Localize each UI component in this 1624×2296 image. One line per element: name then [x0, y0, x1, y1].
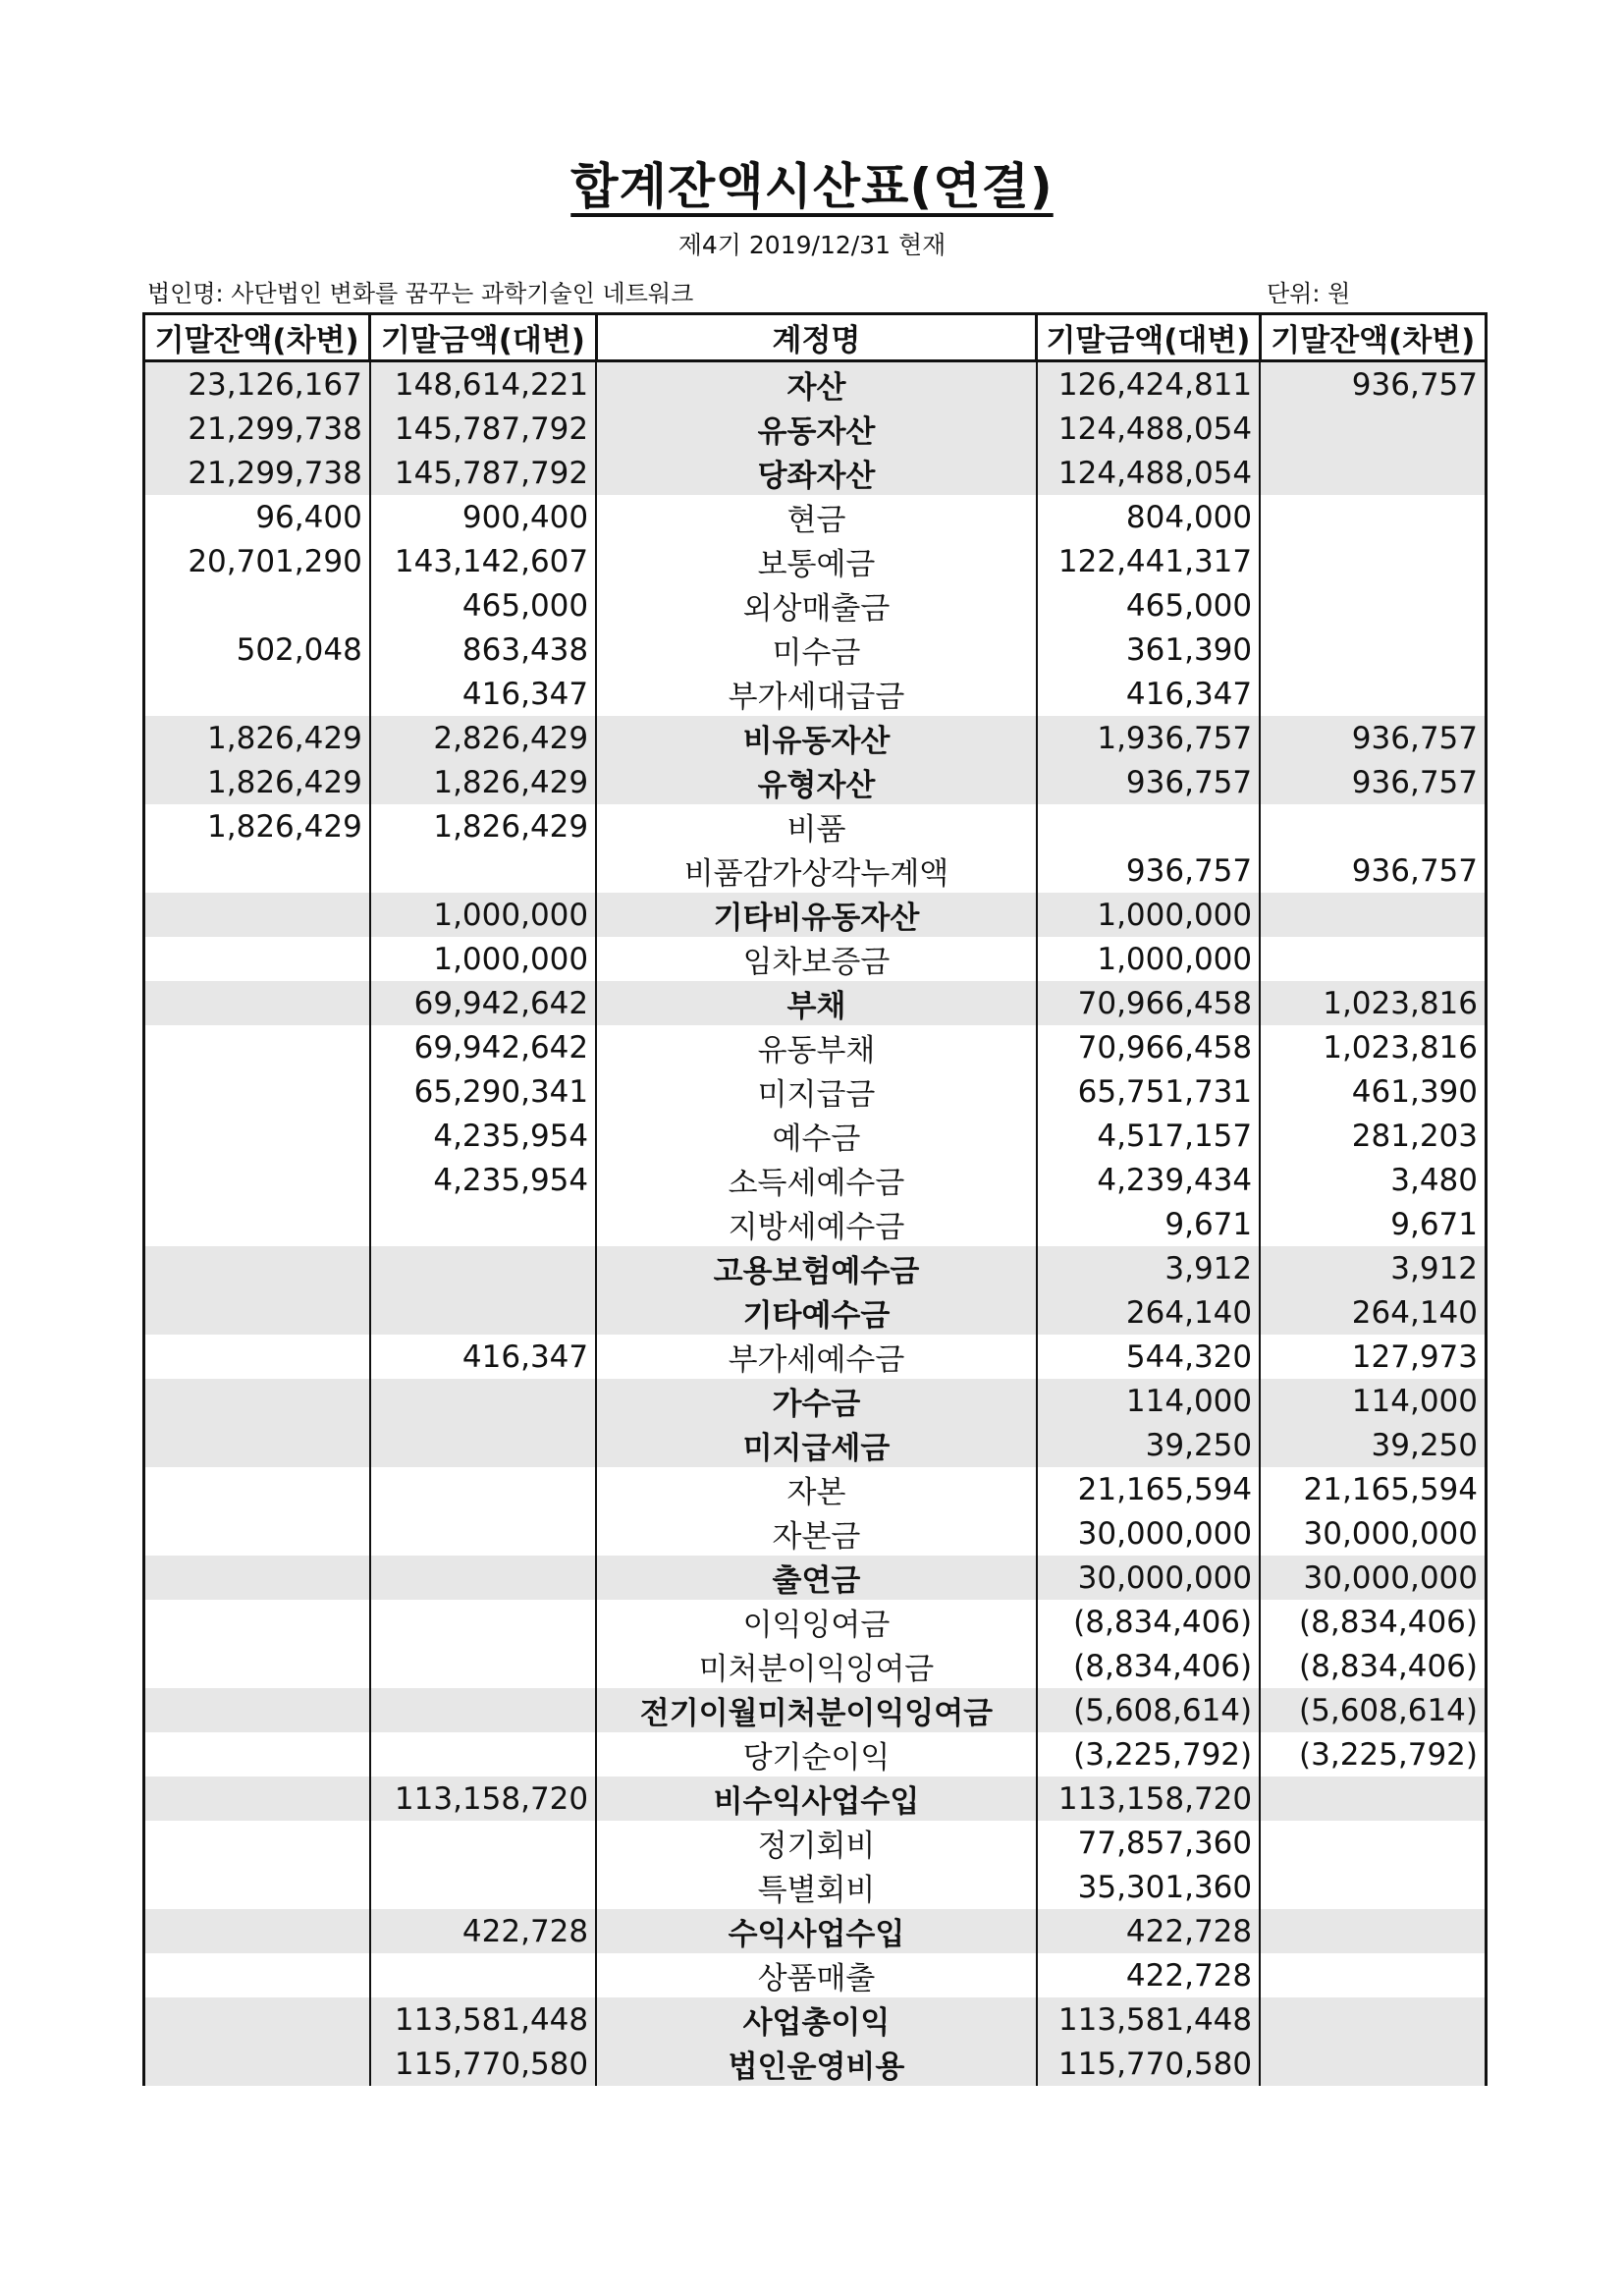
page-title: 합계잔액시산표(연결): [570, 158, 1054, 215]
cell-ending-amount-credit: 69,942,642: [370, 981, 596, 1025]
cell-account-name: 고용보험예수금: [596, 1246, 1037, 1290]
table-row: [144, 1688, 1487, 1732]
table-row: [144, 672, 1487, 716]
cell-ending-balance-debit-2: 127,973: [1260, 1335, 1486, 1379]
cell-ending-balance-debit: [144, 1600, 370, 1644]
table-row: [144, 1821, 1487, 1865]
cell-ending-balance-debit: [144, 1644, 370, 1688]
table-row: [144, 1865, 1487, 1909]
cell-ending-amount-credit-2: 35,301,360: [1037, 1865, 1260, 1909]
cell-ending-balance-debit-2: [1260, 672, 1486, 716]
cell-ending-amount-credit: [370, 1423, 596, 1467]
cell-account-name: 기타비유동자산: [596, 893, 1037, 937]
cell-account-name: 상품매출: [596, 1953, 1037, 1997]
cell-ending-balance-debit: [144, 1953, 370, 1997]
table-row: [144, 1467, 1487, 1511]
cell-ending-balance-debit-2: 9,671: [1260, 1202, 1486, 1246]
cell-ending-balance-debit: [144, 1556, 370, 1600]
cell-ending-balance-debit: [144, 1379, 370, 1423]
cell-account-name: 부채: [596, 981, 1037, 1025]
cell-ending-balance-debit: [144, 1732, 370, 1777]
table-row: [144, 628, 1487, 672]
cell-ending-balance-debit-2: [1260, 495, 1486, 539]
cell-ending-amount-credit: 113,581,448: [370, 1997, 596, 2042]
table-row: [144, 1069, 1487, 1114]
cell-account-name: 지방세예수금: [596, 1202, 1037, 1246]
table-row: [144, 583, 1487, 628]
cell-account-name: 자본: [596, 1467, 1037, 1511]
cell-account-name: 전기이월미처분이익잉여금: [596, 1688, 1037, 1732]
cell-ending-balance-debit-2: [1260, 937, 1486, 981]
table-header-row: [144, 314, 1487, 361]
cell-account-name: 자본금: [596, 1511, 1037, 1556]
cell-account-name: 외상매출금: [596, 583, 1037, 628]
table-row: [144, 1335, 1487, 1379]
cell-ending-amount-credit: 863,438: [370, 628, 596, 672]
cell-ending-balance-debit-2: [1260, 1821, 1486, 1865]
cell-ending-amount-credit-2: 936,757: [1037, 760, 1260, 804]
cell-account-name: 유동부채: [596, 1025, 1037, 1069]
cell-account-name: 자산: [596, 361, 1037, 408]
table-row: [144, 1290, 1487, 1335]
cell-ending-amount-credit-2: 422,728: [1037, 1909, 1260, 1953]
cell-ending-amount-credit: [370, 1511, 596, 1556]
cell-ending-amount-credit: [370, 1556, 596, 1600]
cell-ending-balance-debit-2: [1260, 539, 1486, 583]
unit-label: 단위: 원: [1267, 280, 1351, 307]
cell-ending-balance-debit-2: 461,390: [1260, 1069, 1486, 1114]
cell-ending-balance-debit: 20,701,290: [144, 539, 370, 583]
cell-ending-amount-credit: 422,728: [370, 1909, 596, 1953]
header-ending-amount-credit: 기말금액(대변): [370, 314, 596, 361]
cell-account-name: 비품: [596, 804, 1037, 848]
cell-ending-amount-credit: 148,614,221: [370, 361, 596, 408]
cell-ending-amount-credit-2: 122,441,317: [1037, 539, 1260, 583]
cell-ending-amount-credit: 1,000,000: [370, 893, 596, 937]
cell-ending-balance-debit: 21,299,738: [144, 407, 370, 451]
cell-account-name: 비유동자산: [596, 716, 1037, 760]
cell-account-name: 당좌자산: [596, 451, 1037, 495]
cell-ending-balance-debit-2: [1260, 451, 1486, 495]
cell-ending-amount-credit-2: 1,000,000: [1037, 893, 1260, 937]
cell-account-name: 정기회비: [596, 1821, 1037, 1865]
cell-ending-amount-credit-2: (8,834,406): [1037, 1600, 1260, 1644]
cell-ending-amount-credit: [370, 1688, 596, 1732]
cell-ending-amount-credit: 900,400: [370, 495, 596, 539]
cell-ending-amount-credit: 416,347: [370, 1335, 596, 1379]
cell-ending-balance-debit: 1,826,429: [144, 804, 370, 848]
cell-ending-amount-credit-2: 1,000,000: [1037, 937, 1260, 981]
cell-ending-balance-debit-2: 936,757: [1260, 361, 1486, 408]
cell-ending-amount-credit-2: 361,390: [1037, 628, 1260, 672]
cell-ending-amount-credit: [370, 1467, 596, 1511]
cell-ending-balance-debit: 1,826,429: [144, 716, 370, 760]
cell-ending-balance-debit: [144, 1335, 370, 1379]
table-row: [144, 1158, 1487, 1202]
cell-ending-amount-credit-2: 544,320: [1037, 1335, 1260, 1379]
cell-ending-balance-debit: [144, 1511, 370, 1556]
cell-ending-amount-credit: [370, 1246, 596, 1290]
cell-ending-balance-debit: [144, 1997, 370, 2042]
cell-ending-balance-debit: [144, 672, 370, 716]
cell-ending-balance-debit-2: 21,165,594: [1260, 1467, 1486, 1511]
header-ending-amount-credit-2: 기말금액(대변): [1037, 314, 1260, 361]
cell-ending-amount-credit-2: 3,912: [1037, 1246, 1260, 1290]
cell-ending-balance-debit-2: 3,480: [1260, 1158, 1486, 1202]
cell-ending-balance-debit-2: 936,757: [1260, 716, 1486, 760]
table-body: [144, 361, 1487, 2087]
cell-ending-amount-credit-2: 465,000: [1037, 583, 1260, 628]
cell-account-name: 비수익사업수입: [596, 1777, 1037, 1821]
cell-ending-balance-debit-2: [1260, 407, 1486, 451]
cell-ending-balance-debit: 23,126,167: [144, 361, 370, 408]
header-account-name: 계정명: [596, 314, 1037, 361]
cell-ending-balance-debit-2: (8,834,406): [1260, 1644, 1486, 1688]
cell-ending-amount-credit-2: 4,517,157: [1037, 1114, 1260, 1158]
cell-ending-balance-debit: [144, 937, 370, 981]
cell-ending-balance-debit-2: [1260, 893, 1486, 937]
cell-ending-amount-credit-2: 416,347: [1037, 672, 1260, 716]
cell-account-name: 사업총이익: [596, 1997, 1037, 2042]
cell-ending-balance-debit-2: 1,023,816: [1260, 1025, 1486, 1069]
cell-ending-amount-credit: [370, 1732, 596, 1777]
cell-ending-amount-credit-2: 804,000: [1037, 495, 1260, 539]
table-row: [144, 848, 1487, 893]
cell-ending-amount-credit-2: 30,000,000: [1037, 1511, 1260, 1556]
cell-ending-balance-debit: [144, 981, 370, 1025]
cell-ending-balance-debit: [144, 1909, 370, 1953]
cell-ending-balance-debit: [144, 1423, 370, 1467]
table-row: [144, 407, 1487, 451]
cell-ending-amount-credit: [370, 1290, 596, 1335]
cell-ending-balance-debit-2: 936,757: [1260, 760, 1486, 804]
cell-ending-amount-credit-2: 4,239,434: [1037, 1158, 1260, 1202]
cell-account-name: 미지급세금: [596, 1423, 1037, 1467]
cell-ending-amount-credit: 2,826,429: [370, 716, 596, 760]
header-ending-balance-debit-2: 기말잔액(차변): [1260, 314, 1486, 361]
table-row: [144, 1777, 1487, 1821]
cell-account-name: 현금: [596, 495, 1037, 539]
cell-ending-balance-debit: [144, 1777, 370, 1821]
cell-account-name: 유동자산: [596, 407, 1037, 451]
table-row: [144, 1600, 1487, 1644]
table-row: [144, 937, 1487, 981]
cell-ending-balance-debit: [144, 1246, 370, 1290]
cell-ending-balance-debit: 1,826,429: [144, 760, 370, 804]
cell-ending-balance-debit: 502,048: [144, 628, 370, 672]
cell-ending-amount-credit: 145,787,792: [370, 451, 596, 495]
cell-account-name: 수익사업수입: [596, 1909, 1037, 1953]
cell-ending-balance-debit-2: 39,250: [1260, 1423, 1486, 1467]
cell-ending-amount-credit: [370, 1379, 596, 1423]
cell-ending-amount-credit: [370, 1644, 596, 1688]
table-row: [144, 1511, 1487, 1556]
cell-ending-balance-debit: [144, 1290, 370, 1335]
cell-ending-amount-credit-2: 115,770,580: [1037, 2042, 1260, 2086]
cell-ending-amount-credit: [370, 848, 596, 893]
cell-account-name: 예수금: [596, 1114, 1037, 1158]
cell-ending-amount-credit-2: 1,936,757: [1037, 716, 1260, 760]
cell-account-name: 임차보증금: [596, 937, 1037, 981]
period-subtitle: 제4기 2019/12/31 현재: [677, 231, 947, 259]
cell-ending-amount-credit-2: 422,728: [1037, 1953, 1260, 1997]
cell-ending-amount-credit: 4,235,954: [370, 1158, 596, 1202]
cell-ending-balance-debit: [144, 893, 370, 937]
table-row: [144, 893, 1487, 937]
cell-ending-balance-debit: [144, 1202, 370, 1246]
header-ending-balance-debit: 기말잔액(차변): [144, 314, 370, 361]
cell-ending-balance-debit-2: [1260, 1865, 1486, 1909]
table-row: [144, 804, 1487, 848]
cell-ending-amount-credit: [370, 1600, 596, 1644]
cell-ending-balance-debit: 96,400: [144, 495, 370, 539]
cell-ending-balance-debit-2: 936,757: [1260, 848, 1486, 893]
cell-ending-amount-credit-2: 30,000,000: [1037, 1556, 1260, 1600]
cell-ending-amount-credit-2: 9,671: [1037, 1202, 1260, 1246]
cell-ending-balance-debit: [144, 583, 370, 628]
cell-ending-balance-debit-2: 3,912: [1260, 1246, 1486, 1290]
cell-ending-balance-debit: [144, 1025, 370, 1069]
cell-ending-balance-debit-2: [1260, 1997, 1486, 2042]
cell-ending-amount-credit: 143,142,607: [370, 539, 596, 583]
table-row: [144, 1953, 1487, 1997]
trial-balance-table: [142, 312, 1488, 2086]
cell-ending-amount-credit-2: (5,608,614): [1037, 1688, 1260, 1732]
cell-ending-balance-debit: [144, 1069, 370, 1114]
cell-ending-amount-credit: [370, 1865, 596, 1909]
cell-ending-balance-debit-2: [1260, 1909, 1486, 1953]
cell-ending-balance-debit-2: [1260, 628, 1486, 672]
cell-ending-amount-credit-2: 113,581,448: [1037, 1997, 1260, 2042]
cell-account-name: 가수금: [596, 1379, 1037, 1423]
table-row: [144, 539, 1487, 583]
cell-account-name: 비품감가상각누계액: [596, 848, 1037, 893]
table-row: [144, 1025, 1487, 1069]
cell-ending-balance-debit-2: (5,608,614): [1260, 1688, 1486, 1732]
cell-ending-amount-credit: 115,770,580: [370, 2042, 596, 2086]
cell-ending-amount-credit: 465,000: [370, 583, 596, 628]
table-row: [144, 1909, 1487, 1953]
cell-ending-amount-credit-2: 124,488,054: [1037, 407, 1260, 451]
cell-account-name: 유형자산: [596, 760, 1037, 804]
table-row: [144, 1423, 1487, 1467]
cell-ending-amount-credit: 416,347: [370, 672, 596, 716]
cell-ending-balance-debit-2: [1260, 583, 1486, 628]
cell-account-name: 미처분이익잉여금: [596, 1644, 1037, 1688]
cell-ending-balance-debit-2: 264,140: [1260, 1290, 1486, 1335]
cell-ending-amount-credit-2: 70,966,458: [1037, 1025, 1260, 1069]
cell-ending-amount-credit-2: 126,424,811: [1037, 361, 1260, 408]
cell-ending-amount-credit: 4,235,954: [370, 1114, 596, 1158]
cell-ending-amount-credit-2: 21,165,594: [1037, 1467, 1260, 1511]
cell-ending-balance-debit: [144, 1158, 370, 1202]
cell-ending-balance-debit: [144, 1821, 370, 1865]
cell-account-name: 특별회비: [596, 1865, 1037, 1909]
table-row: [144, 1202, 1487, 1246]
cell-ending-amount-credit: [370, 1202, 596, 1246]
cell-account-name: 보통예금: [596, 539, 1037, 583]
cell-ending-balance-debit: [144, 2042, 370, 2086]
table-row: [144, 451, 1487, 495]
cell-ending-amount-credit-2: 70,966,458: [1037, 981, 1260, 1025]
cell-ending-balance-debit-2: [1260, 1777, 1486, 1821]
cell-ending-amount-credit-2: 124,488,054: [1037, 451, 1260, 495]
cell-ending-amount-credit-2: 65,751,731: [1037, 1069, 1260, 1114]
cell-ending-balance-debit-2: 1,023,816: [1260, 981, 1486, 1025]
table-row: [144, 1114, 1487, 1158]
cell-ending-amount-credit: 69,942,642: [370, 1025, 596, 1069]
table-row: [144, 1246, 1487, 1290]
cell-ending-amount-credit-2: 264,140: [1037, 1290, 1260, 1335]
cell-ending-balance-debit-2: 114,000: [1260, 1379, 1486, 1423]
cell-ending-amount-credit-2: [1037, 804, 1260, 848]
table-row: [144, 716, 1487, 760]
cell-account-name: 부가세예수금: [596, 1335, 1037, 1379]
table-row: [144, 1644, 1487, 1688]
cell-ending-balance-debit: [144, 848, 370, 893]
cell-ending-amount-credit: 145,787,792: [370, 407, 596, 451]
table-row: [144, 1997, 1487, 2042]
cell-ending-balance-debit-2: 30,000,000: [1260, 1556, 1486, 1600]
table-row: [144, 495, 1487, 539]
cell-ending-balance-debit-2: [1260, 804, 1486, 848]
cell-ending-balance-debit: [144, 1688, 370, 1732]
cell-account-name: 미지급금: [596, 1069, 1037, 1114]
table-row: [144, 1732, 1487, 1777]
cell-ending-balance-debit-2: (3,225,792): [1260, 1732, 1486, 1777]
cell-account-name: 출연금: [596, 1556, 1037, 1600]
cell-ending-amount-credit-2: 936,757: [1037, 848, 1260, 893]
cell-account-name: 부가세대급금: [596, 672, 1037, 716]
table-row: [144, 361, 1487, 408]
cell-ending-amount-credit: [370, 1821, 596, 1865]
cell-ending-balance-debit: [144, 1865, 370, 1909]
cell-ending-amount-credit: 1,000,000: [370, 937, 596, 981]
cell-ending-amount-credit-2: 113,158,720: [1037, 1777, 1260, 1821]
table-row: [144, 1556, 1487, 1600]
cell-ending-amount-credit-2: 114,000: [1037, 1379, 1260, 1423]
cell-ending-amount-credit: 1,826,429: [370, 804, 596, 848]
cell-ending-amount-credit-2: (3,225,792): [1037, 1732, 1260, 1777]
cell-ending-amount-credit-2: (8,834,406): [1037, 1644, 1260, 1688]
cell-ending-balance-debit: [144, 1467, 370, 1511]
cell-ending-amount-credit: 1,826,429: [370, 760, 596, 804]
cell-ending-amount-credit: 65,290,341: [370, 1069, 596, 1114]
cell-account-name: 기타예수금: [596, 1290, 1037, 1335]
cell-account-name: 법인운영비용: [596, 2042, 1037, 2086]
corporation-name: 법인명: 사단법인 변화를 꿈꾸는 과학기술인 네트워크: [147, 280, 694, 307]
cell-ending-amount-credit: 113,158,720: [370, 1777, 596, 1821]
cell-ending-amount-credit: [370, 1953, 596, 1997]
table-row: [144, 1379, 1487, 1423]
cell-ending-amount-credit-2: 39,250: [1037, 1423, 1260, 1467]
cell-ending-balance-debit-2: 30,000,000: [1260, 1511, 1486, 1556]
cell-ending-balance-debit: 21,299,738: [144, 451, 370, 495]
cell-ending-balance-debit-2: (8,834,406): [1260, 1600, 1486, 1644]
cell-ending-amount-credit-2: 77,857,360: [1037, 1821, 1260, 1865]
cell-ending-balance-debit-2: [1260, 2042, 1486, 2086]
table-row: [144, 2042, 1487, 2086]
cell-ending-balance-debit-2: [1260, 1953, 1486, 1997]
cell-account-name: 이익잉여금: [596, 1600, 1037, 1644]
cell-account-name: 미수금: [596, 628, 1037, 672]
cell-account-name: 당기순이익: [596, 1732, 1037, 1777]
table-row: [144, 981, 1487, 1025]
cell-ending-balance-debit-2: 281,203: [1260, 1114, 1486, 1158]
cell-ending-balance-debit: [144, 1114, 370, 1158]
table-row: [144, 760, 1487, 804]
cell-account-name: 소득세예수금: [596, 1158, 1037, 1202]
